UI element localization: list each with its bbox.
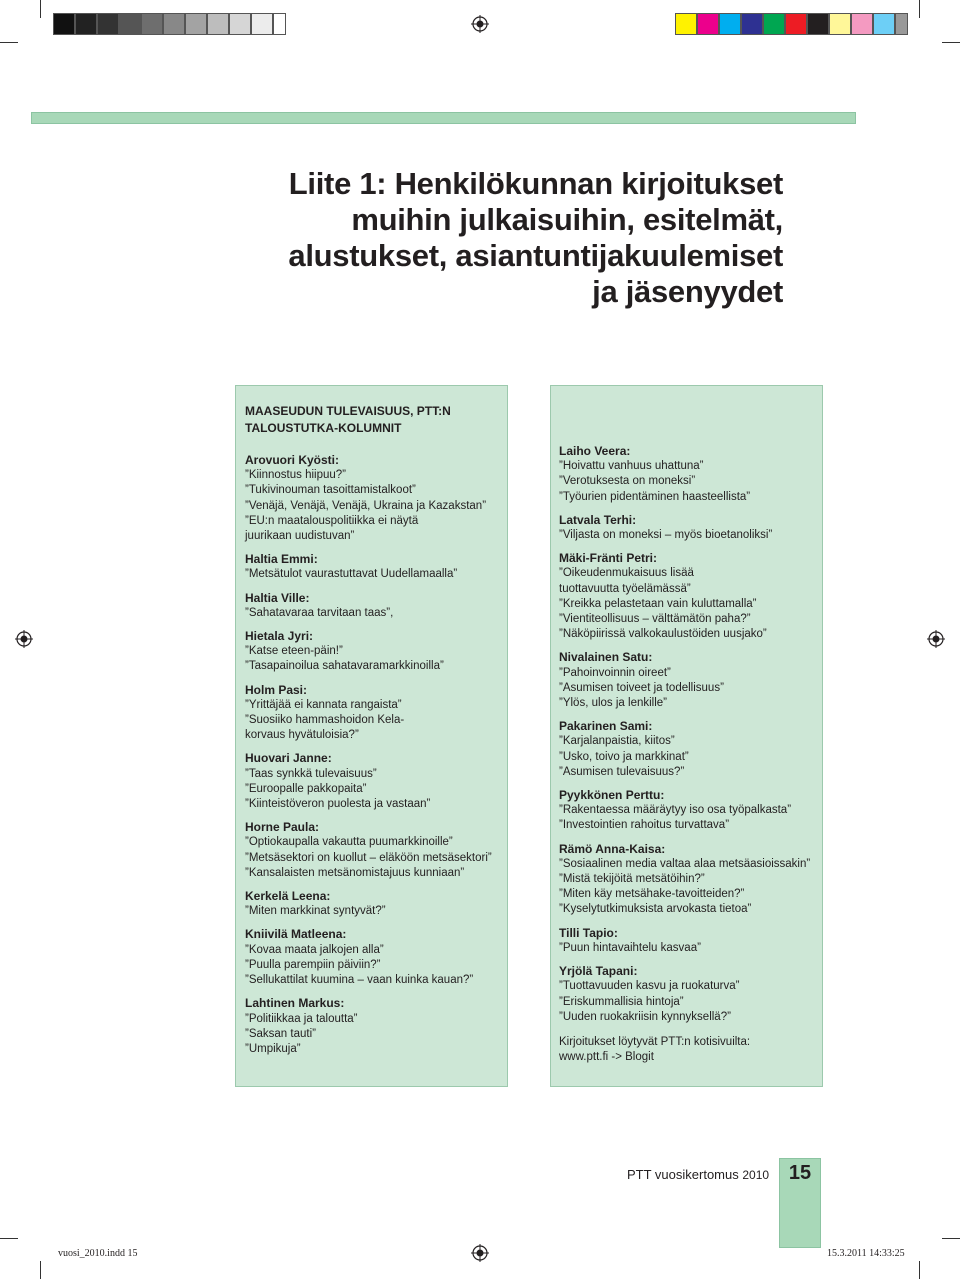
author-name: Mäki-Fränti Petri: [559, 551, 658, 566]
author-name: Kerkelä Leena: [245, 889, 331, 904]
article-title: ”Politiikkaa ja taloutta” [245, 1012, 358, 1025]
author-entry [245, 927, 498, 988]
article-title: ”Tasapainoilua sahatavaramarkkinoilla” [245, 660, 444, 673]
article-title: ”Eriskummallisia hintoja” [559, 995, 684, 1008]
registration-mark-icon [471, 15, 489, 33]
title-line: alustukset, asiantuntijakuulemiset [288, 238, 783, 273]
author-entry [559, 788, 814, 834]
registration-mark-icon [927, 630, 945, 648]
page-number: 15 [788, 1162, 812, 1184]
article-title: ”Euroopalle pakkopaita” [245, 782, 367, 795]
crop-mark [942, 42, 960, 43]
article-title: ”Saksan tauti” [245, 1027, 316, 1040]
article-title: ”Työurien pidentäminen haasteellista” [559, 490, 751, 503]
crop-mark [0, 1238, 18, 1239]
article-title: ”Miten markkinat syntyvät?” [245, 905, 386, 918]
swatch [719, 13, 741, 35]
article-title: ”Oikeudenmukaisuus lisää [559, 567, 694, 580]
swatch [163, 13, 185, 35]
article-title: ”Näköpiirissä valkokaulustöiden uusjako” [559, 628, 767, 641]
author-name: Kniivilä Matleena: [245, 927, 347, 942]
author-entry [245, 453, 498, 544]
author-name: Tilli Tapio: [559, 925, 618, 940]
swatch [141, 13, 163, 35]
blog-note [559, 1035, 814, 1065]
page-title [150, 166, 783, 310]
author-entry [559, 842, 814, 918]
title-line: Liite 1: Henkilökunnan kirjoitukset [288, 166, 783, 201]
article-title: ”Tukivinouman tasoittamistalkoot” [245, 484, 416, 497]
article-title: ”Karjalanpaistia, kiitos” [559, 735, 675, 748]
swatch [785, 13, 807, 35]
crop-mark [942, 1238, 960, 1239]
publication-name: PTT vuosikertomus [627, 1167, 743, 1182]
article-title: ”Rakentaessa määräytyy iso osa työpalkasta” [559, 804, 792, 817]
article-title: ”Metsätulot vaurastuttavat Uudellamaalla” [245, 568, 458, 581]
author-name: Horne Paula: [245, 820, 320, 835]
article-title: ”Ylös, ulos ja lenkille” [559, 697, 668, 710]
article-title: ”Hoivattu vanhuus uhattuna” [559, 460, 704, 473]
crop-mark [919, 0, 920, 18]
article-title: ”Viljasta on moneksi – myös bioetanoliksi” [559, 529, 773, 542]
publication-year: 2010 [742, 1168, 770, 1182]
article-title: ”Optiokaupalla vakautta puumarkkinoille” [245, 836, 453, 849]
article-title: ”Pahoinvoinnin oireet” [559, 666, 671, 679]
article-title: ”Verotuksesta on moneksi” [559, 475, 696, 488]
article-title: ”Kansalaisten metsänomistajuus kunniaan” [245, 866, 465, 879]
title-line: ja jäsenyydet [592, 274, 783, 309]
swatch [675, 13, 697, 35]
article-title: ”Investointien rahoitus turvattava” [559, 819, 730, 832]
entry-list [245, 453, 498, 1057]
article-title: ”Kovaa maata jalkojen alla” [245, 943, 384, 956]
author-entry [245, 591, 498, 621]
swatch [53, 13, 75, 35]
swatch [75, 13, 97, 35]
author-name: Arovuori Kyösti: [245, 453, 340, 467]
article-title: ”Sellukattilat kuumina – vaan kuinka kauan?” [245, 974, 474, 987]
author-name: Latvala Terhi: [559, 512, 637, 527]
author-entry [245, 820, 498, 881]
section-heading-line: TALOUSTUTKA-KOLUMNIT [245, 421, 402, 435]
swatch [207, 13, 229, 35]
article-title: ”Asumisen tulevaisuus?” [559, 765, 685, 778]
article-title: ”Yrittäjää ei kannata rangaista” [245, 698, 402, 711]
author-entry [245, 889, 498, 919]
crop-mark [919, 1261, 920, 1279]
article-title: ”Sosiaalinen media valtaa alaa metsäasioissakin” [559, 857, 811, 870]
swatch [229, 13, 251, 35]
note-line: Kirjoitukset löytyvät PTT:n kotisivuilta: [559, 1035, 751, 1048]
author-name: Haltia Emmi: [245, 552, 318, 567]
author-entry [245, 996, 498, 1057]
article-title: ”Kiinnostus hiipuu?” [245, 469, 347, 482]
article-title: ”Uuden ruokakriisin kynnyksellä?” [559, 1010, 731, 1023]
article-title: juurikaan uudistuvan” [245, 530, 355, 543]
author-name: Huovari Janne: [245, 751, 332, 766]
swatch [829, 13, 851, 35]
author-entry [559, 513, 814, 543]
author-name: Rämö Anna-Kaisa: [559, 841, 666, 856]
publication-footer [627, 1167, 769, 1182]
article-title: ”Katse eteen-päin!” [245, 645, 343, 658]
article-title: ”Kiinteistöveron puolesta ja vastaan” [245, 798, 431, 811]
article-title: ”Umpikuja” [245, 1042, 301, 1055]
article-title: ”Metsäsektori on kuollut – eläköön metsäsektori” [245, 851, 492, 864]
article-title: ”Taas synkkä tulevaisuus” [245, 767, 377, 780]
author-entry [559, 926, 814, 956]
header-bar [31, 112, 856, 124]
author-entry [245, 629, 498, 675]
left-column-box [235, 385, 508, 1087]
swatch [851, 13, 873, 35]
author-name: Pyykkönen Perttu: [559, 788, 665, 803]
author-entry [559, 650, 814, 711]
author-entry [559, 444, 814, 505]
author-name: Haltia Ville: [245, 590, 310, 605]
article-title: korvaus hyvätuloisia?” [245, 729, 359, 742]
article-title: ”Kreikka pelastetaan vain kuluttamalla” [559, 597, 757, 610]
section-heading [245, 403, 498, 437]
author-name: Hietala Jyri: [245, 629, 314, 644]
author-name: Nivalainen Satu: [559, 650, 653, 665]
author-entry [245, 751, 498, 812]
swatch [251, 13, 273, 35]
article-title: ”Mistä tekijöitä metsätöihin?” [559, 873, 705, 886]
author-entry [245, 552, 498, 582]
article-title: ”Puulla parempiin päiviin?” [245, 958, 381, 971]
author-entry [559, 964, 814, 1025]
author-entry [559, 551, 814, 642]
swatch [97, 13, 119, 35]
author-name: Laiho Veera: [559, 444, 631, 458]
swatch [741, 13, 763, 35]
author-entry [559, 719, 814, 780]
article-title: ”Sahatavaraa tarvitaan taas”, [245, 606, 394, 619]
article-title: ”Tuottavuuden kasvu ja ruokaturva” [559, 980, 740, 993]
article-title: ”Suosiiko hammashoidon Kela- [245, 714, 405, 727]
crop-mark [40, 0, 41, 18]
right-column-box [550, 385, 823, 1087]
swatch [273, 13, 286, 35]
author-name: Pakarinen Sami: [559, 719, 653, 734]
section-heading-line: MAASEUDUN TULEVAISUUS, PTT:N [245, 404, 451, 418]
article-title: ”EU:n maatalouspolitiikka ei näytä [245, 514, 419, 527]
article-title: ”Kyselytutkimuksista arvokasta tietoa” [559, 903, 752, 916]
article-title: ”Miten käy metsähake-tavoitteiden?” [559, 888, 745, 901]
entry-list [559, 444, 814, 1025]
author-name: Lahtinen Markus: [245, 996, 345, 1011]
title-line: muihin julkaisuihin, esitelmät, [351, 202, 783, 237]
swatch [895, 13, 908, 35]
note-line: www.ptt.fi -> Blogit [559, 1051, 654, 1064]
author-entry [245, 683, 498, 744]
article-title: tuottavuutta työelämässä” [559, 582, 691, 595]
registration-mark-icon [15, 630, 33, 648]
crop-mark [40, 1261, 41, 1279]
swatch [807, 13, 829, 35]
article-title: ”Asumisen toiveet ja todellisuus” [559, 681, 724, 694]
swatch [763, 13, 785, 35]
crop-mark [0, 42, 18, 43]
registration-mark-icon [471, 1244, 489, 1262]
swatch [119, 13, 141, 35]
article-title: ”Venäjä, Venäjä, Venäjä, Ukraina ja Kazakstan” [245, 499, 487, 512]
slug-filename: vuosi_2010.indd 15 [58, 1248, 138, 1259]
swatch [873, 13, 895, 35]
swatch [185, 13, 207, 35]
article-title: ”Usko, toivo ja markkinat” [559, 750, 689, 763]
swatch [697, 13, 719, 35]
author-name: Yrjölä Tapani: [559, 964, 638, 979]
article-title: ”Vientiteollisuus – välttämätön paha?” [559, 613, 751, 626]
article-title: ”Puun hintavaihtelu kasvaa” [559, 941, 701, 954]
author-name: Holm Pasi: [245, 682, 308, 697]
slug-datetime: 15.3.2011 14:33:25 [827, 1248, 905, 1259]
